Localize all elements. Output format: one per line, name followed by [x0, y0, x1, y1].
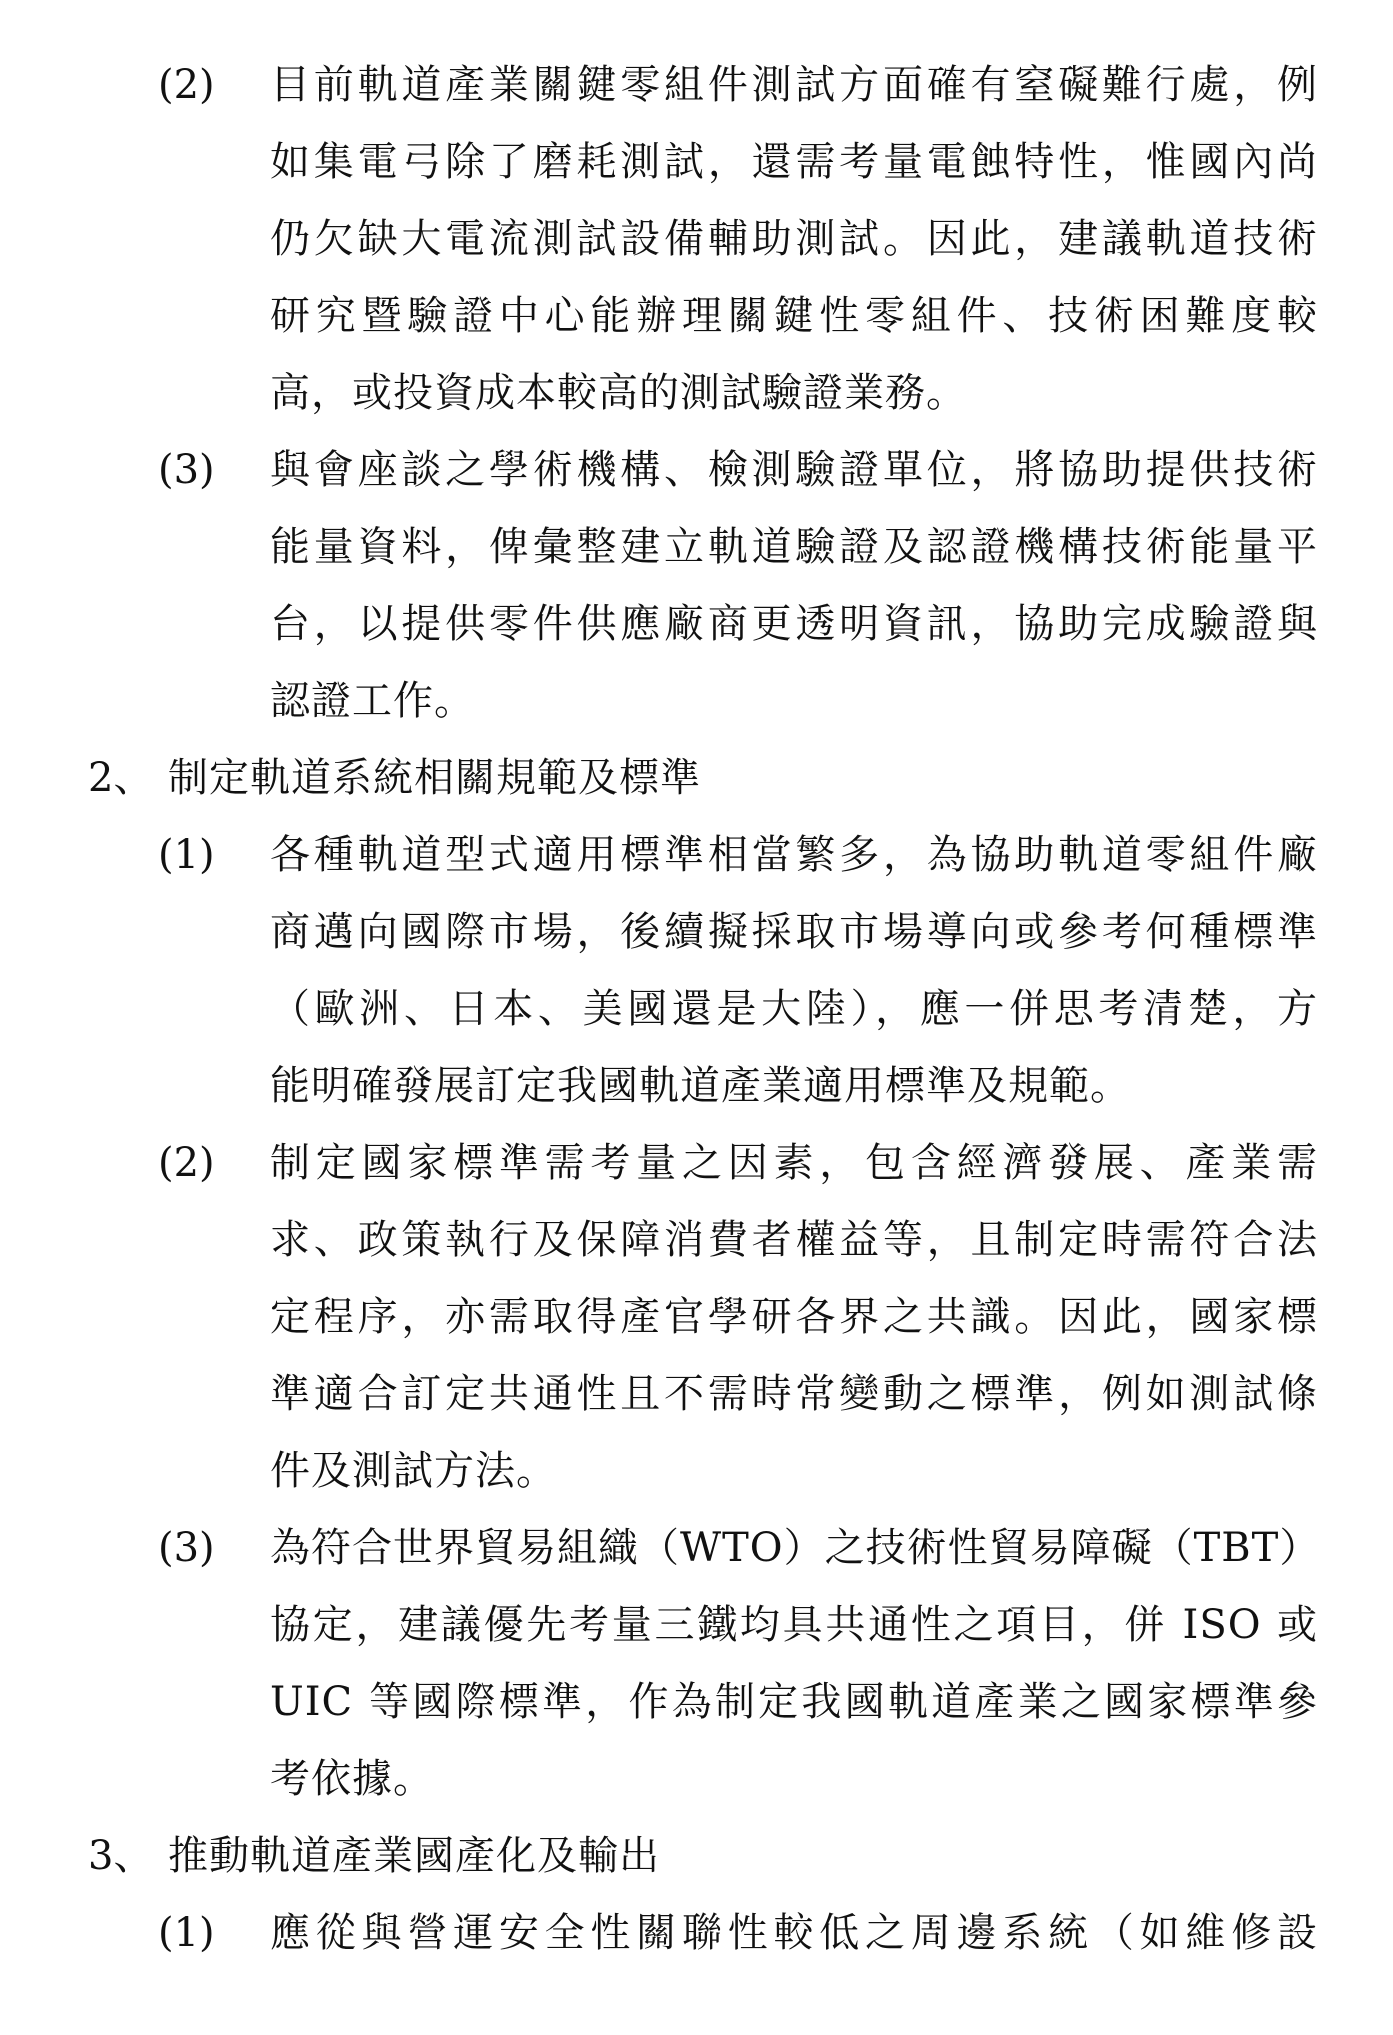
heading-text: 推動軌道產業國產化及輸出: [168, 1833, 660, 1879]
text-line: 如集電弓除了磨耗測試，還需考量電蝕特性，惟國內尚: [270, 139, 1318, 185]
text-line: 制定國家標準需考量之因素，包含經濟發展、產業需: [270, 1140, 1318, 1186]
text-line: 能明確發展訂定我國軌道產業適用標準及規範。: [270, 1063, 1131, 1109]
item-marker: (2): [158, 1140, 215, 1186]
item-marker: (3): [158, 1525, 215, 1571]
text-line: （歐洲、日本、美國還是大陸），應一併思考清楚，方: [270, 986, 1318, 1032]
text-line: 與會座談之學術機構、檢測驗證單位，將協助提供技術: [270, 447, 1318, 493]
heading-marker: 3、: [88, 1833, 154, 1879]
text-line: 協定，建議優先考量三鐵均具共通性之項目，併 ISO 或: [270, 1602, 1318, 1648]
text-line: 件及測試方法。: [270, 1448, 557, 1494]
text-line: 能量資料，俾彙整建立軌道驗證及認證機構技術能量平: [270, 524, 1318, 570]
text-line: 目前軌道產業關鍵零組件測試方面確有窒礙難行處，例: [270, 62, 1318, 108]
text-line: 定程序，亦需取得產官學研各界之共識。因此，國家標: [270, 1294, 1318, 1340]
text-line: 應從與營運安全性關聯性較低之周邊系統（如維修設: [270, 1910, 1318, 1956]
text-line: 台，以提供零件供應廠商更透明資訊，協助完成驗證與: [270, 601, 1318, 647]
text-line: 仍欠缺大電流測試設備輔助測試。因此，建議軌道技術: [270, 216, 1318, 262]
text-line: 高，或投資成本較高的測試驗證業務。: [270, 370, 967, 416]
text-line: 準適合訂定共通性且不需時常變動之標準，例如測試條: [270, 1371, 1318, 1417]
heading-text: 制定軌道系統相關規範及標準: [168, 755, 701, 801]
text-line: 各種軌道型式適用標準相當繁多，為協助軌道零組件廠: [270, 832, 1318, 878]
item-marker: (2): [158, 62, 215, 108]
text-line: 認證工作。: [270, 678, 475, 724]
item-marker: (1): [158, 1910, 215, 1956]
text-line: 求、政策執行及保障消費者權益等，且制定時需符合法: [270, 1217, 1318, 1263]
text-line: 考依據。: [270, 1756, 434, 1802]
heading-marker: 2、: [88, 755, 154, 801]
item-marker: (1): [158, 832, 215, 878]
text-line: 研究暨驗證中心能辦理關鍵性零組件、技術困難度較: [270, 293, 1318, 339]
text-line: UIC 等國際標準，作為制定我國軌道產業之國家標準參: [270, 1679, 1318, 1725]
text-line: 為符合世界貿易組織（WTO）之技術性貿易障礙（TBT）: [270, 1525, 1321, 1571]
item-marker: (3): [158, 447, 215, 493]
text-line: 商邁向國際市場，後續擬採取市場導向或參考何種標準: [270, 909, 1318, 955]
